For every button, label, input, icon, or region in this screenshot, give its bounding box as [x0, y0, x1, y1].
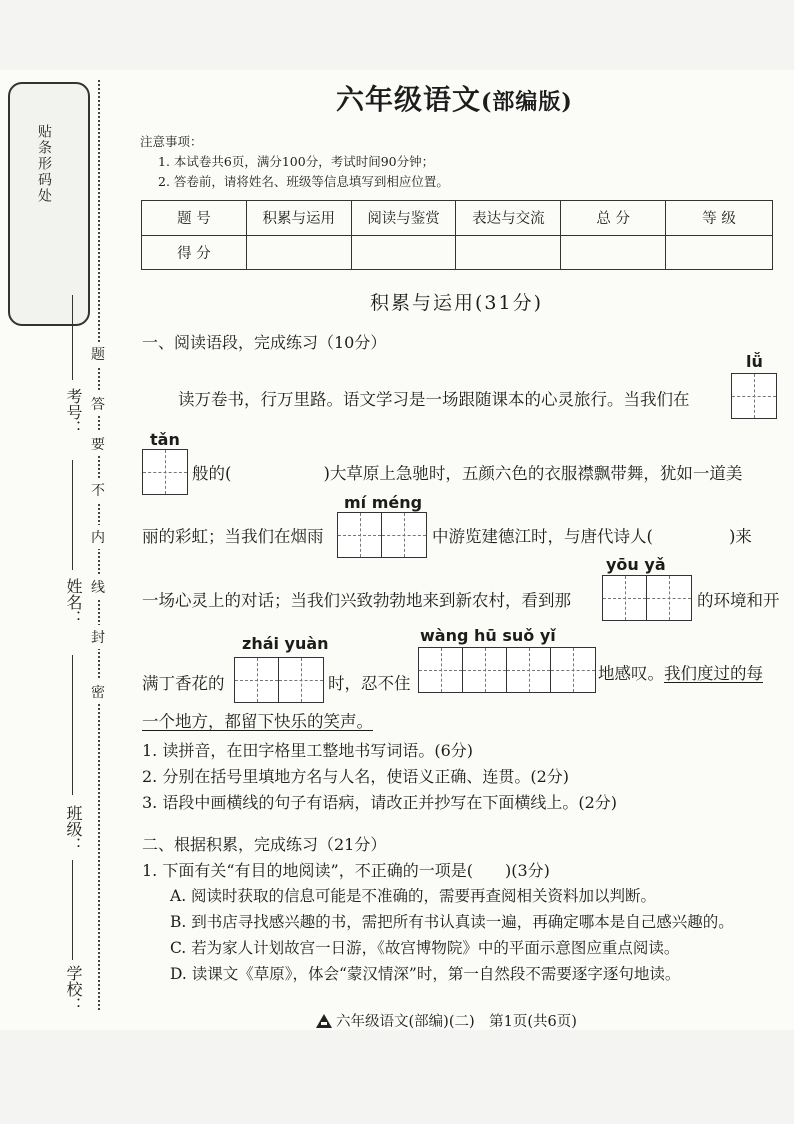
pinyin-wanghusuoyi: wàng hū suǒ yǐ — [420, 626, 556, 645]
passage-line: 时，忍不住 — [328, 674, 411, 693]
score-header-cell: 等 级 — [666, 201, 773, 236]
binding-sidebar — [0, 70, 120, 1030]
class-label: 班级： — [64, 805, 83, 853]
part1-title: 一、阅读语段，完成练习（10分） — [142, 333, 387, 352]
pinyin-youya: yōu yǎ — [606, 555, 666, 574]
question-item: 2. 分别在括号里填地方名与人名，使语义正确、连贯。(2分) — [142, 767, 570, 786]
passage-line — [192, 460, 742, 484]
score-header-cell: 题 号 — [142, 201, 247, 236]
tianzi-grid-mimeng[interactable] — [337, 512, 427, 558]
seal-char: 答 — [91, 392, 105, 416]
note-item: 1. 本试卷共6页，满分100分，考试时间90分钟； — [158, 154, 435, 169]
school-label: 学校： — [64, 965, 83, 1013]
page-title — [336, 78, 573, 118]
pinyin-mimeng: mí méng — [344, 493, 423, 512]
pinyin-lu: lǚ — [746, 352, 763, 371]
score-table — [141, 200, 773, 270]
seal-char: 封 — [91, 625, 105, 649]
seal-char: 不 — [91, 478, 105, 502]
title-main: 六年级语文 — [336, 83, 482, 116]
footer-text: 六年级语文(部编)(二) 第1页(共6页) — [336, 1014, 577, 1030]
underlined-sentence: 我们度过的每 — [664, 664, 763, 683]
question-item: 1. 下面有关“有目的地阅读”，不正确的一项是( )(3分) — [142, 861, 550, 880]
score-cell[interactable] — [456, 235, 561, 270]
seal-char: 内 — [91, 525, 105, 549]
passage-text: )来 — [728, 527, 752, 546]
exam-number-label: 考号： — [64, 388, 83, 436]
passage-line — [432, 523, 752, 547]
part2-title: 二、根据积累，完成练习（21分） — [142, 835, 387, 854]
score-cell[interactable] — [561, 235, 666, 270]
barcode-label: 贴条形码处 — [36, 124, 52, 204]
seal-char: 要 — [91, 432, 105, 456]
score-cell[interactable] — [246, 235, 351, 270]
tianzi-grid-lu[interactable] — [731, 373, 777, 419]
note-item: 2. 答卷前，请将姓名、班级等信息填写到相应位置。 — [158, 174, 449, 189]
name-field[interactable] — [72, 460, 73, 570]
seal-char: 题 — [91, 342, 105, 366]
tianzi-grid-wanghusuoyi[interactable] — [418, 647, 596, 693]
score-header-cell: 表达与交流 — [456, 201, 561, 236]
pinyin-zhaiyuan: zhái yuàn — [242, 634, 329, 653]
exam-number-field[interactable] — [72, 295, 73, 380]
exam-notes — [140, 132, 449, 192]
underlined-sentence: 一个地方，都留下快乐的笑声。 — [142, 712, 373, 731]
passage-text: 中游览建德江时，与唐代诗人( — [432, 527, 653, 546]
page-footer — [316, 1010, 577, 1031]
seal-char: 线 — [91, 575, 105, 599]
passage-text: 地感叹。 — [598, 664, 664, 683]
tianzi-grid-youya[interactable] — [602, 575, 692, 621]
passage-line: 一场心灵上的对话；当我们兴致勃勃地来到新农村，看到那 — [142, 591, 571, 610]
option-d: D. 读课文《草原》，体会“蒙汉情深”时，第一自然段不需要逐字逐句地读。 — [170, 965, 681, 983]
passage-text: 般的( — [192, 464, 232, 483]
score-cell[interactable] — [666, 235, 773, 270]
section-heading: 积累与运用(31分) — [370, 292, 544, 314]
passage-line: 的环境和开 — [697, 591, 780, 610]
tianzi-grid-tan[interactable] — [142, 449, 188, 495]
school-field[interactable] — [72, 860, 73, 960]
seal-char: 密 — [91, 680, 105, 704]
passage-line — [598, 660, 763, 684]
notes-heading: 注意事项： — [140, 134, 203, 149]
score-row-label: 得 分 — [142, 235, 247, 270]
score-header-cell: 总 分 — [561, 201, 666, 236]
option-c: C. 若为家人计划故宫一日游，《故宫博物院》中的平面示意图应重点阅读。 — [170, 939, 680, 957]
name-label: 姓名： — [64, 578, 83, 626]
title-sub: (部编版) — [481, 89, 573, 115]
passage-text: )大草原上急驰时，五颜六色的衣服襟飘带舞，犹如一道美 — [323, 464, 743, 483]
tianzi-grid-zhaiyuan[interactable] — [234, 657, 324, 703]
passage-line: 满丁香花的 — [142, 674, 225, 693]
pinyin-tan: tǎn — [150, 430, 180, 449]
option-b: B. 到书店寻找感兴趣的书，需把所有书认真读一遍，再确定哪本是自己感兴趣的。 — [170, 913, 734, 931]
option-a: A. 阅读时获取的信息可能是不准确的，需要再查阅相关资料加以判断。 — [170, 887, 657, 905]
barcode-area — [8, 82, 90, 326]
question-item: 3. 语段中画横线的句子有语病，请改正并抄写在下面横线上。(2分) — [142, 793, 618, 812]
score-cell[interactable] — [351, 235, 456, 270]
score-header-cell: 阅读与鉴赏 — [351, 201, 456, 236]
publisher-logo-icon — [316, 1014, 332, 1028]
passage-line: 读万卷书，行万里路。语文学习是一场跟随课本的心灵旅行。当我们在 — [178, 390, 690, 409]
passage-line: 丽的彩虹；当我们在烟雨 — [142, 527, 324, 546]
question-item: 1. 读拼音，在田字格里工整地书写词语。(6分) — [142, 741, 474, 760]
class-field[interactable] — [72, 655, 73, 795]
score-header-cell: 积累与运用 — [246, 201, 351, 236]
